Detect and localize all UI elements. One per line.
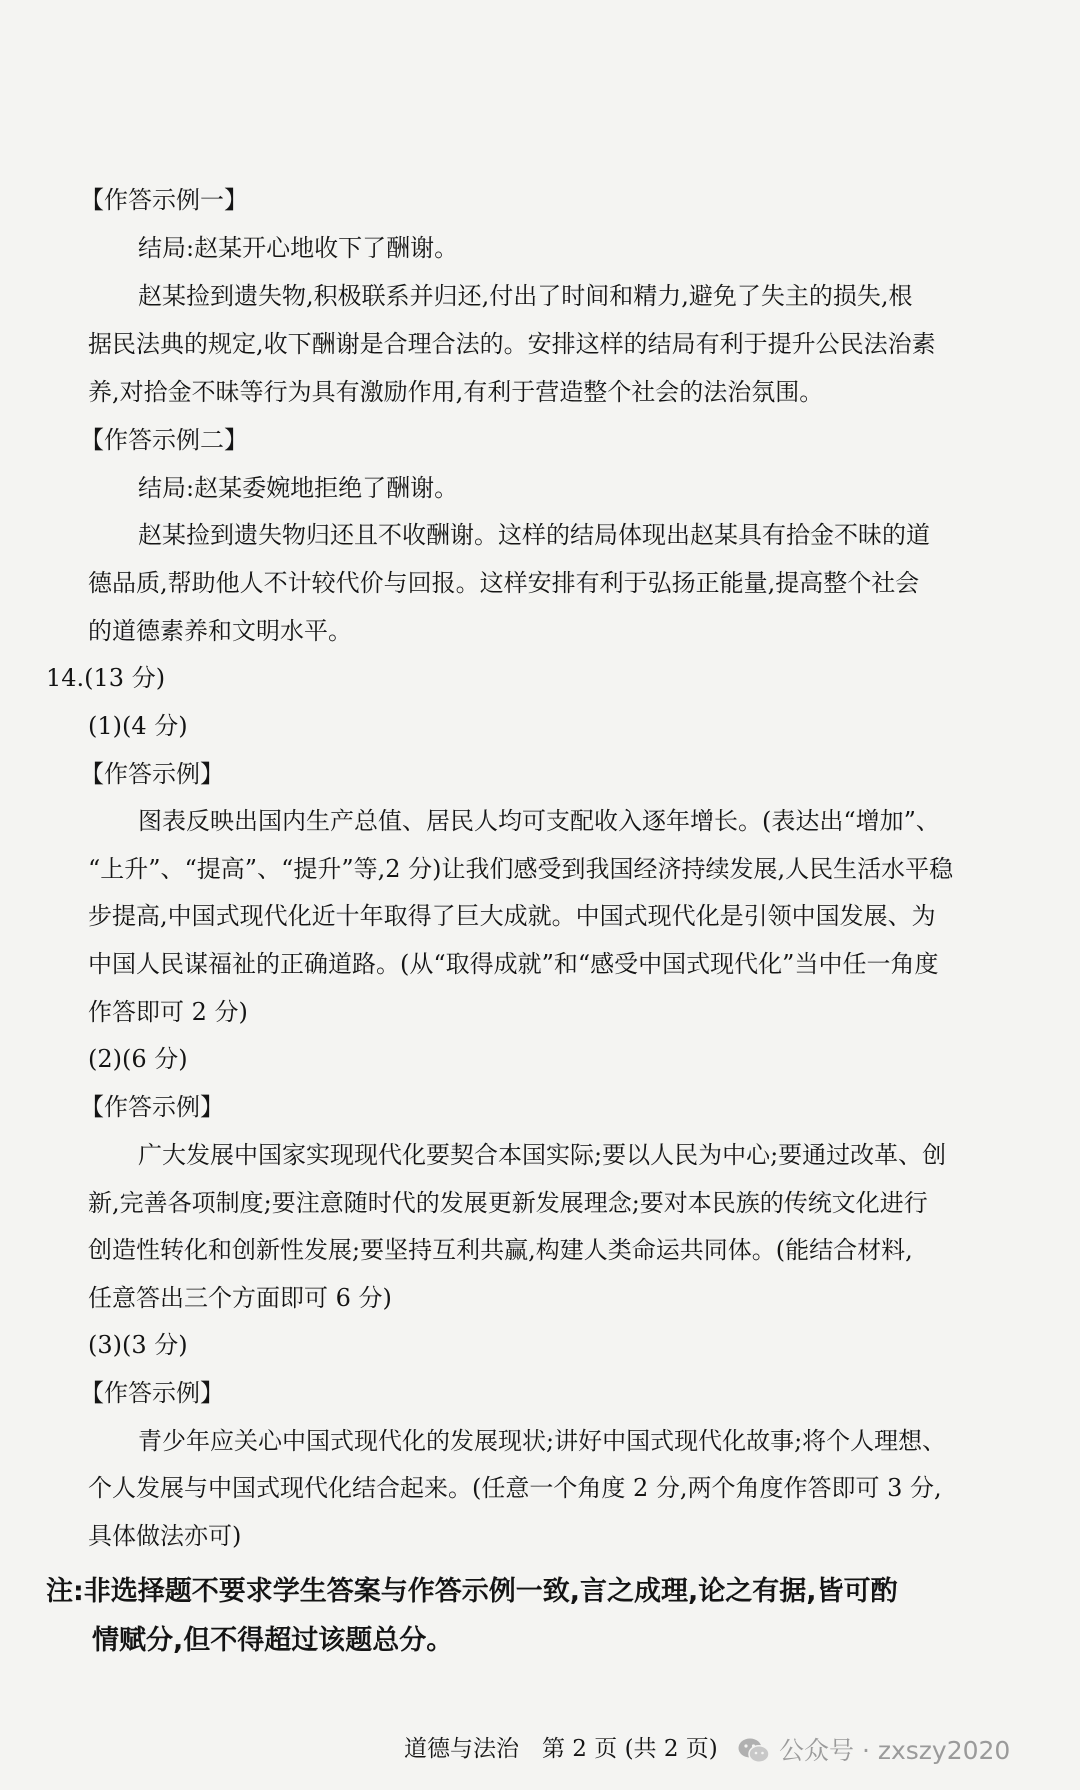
q14-part1-line: 作答即可 2 分) — [88, 998, 248, 1026]
sample-two-line: 德品质,帮助他人不计较代价与回报。这样安排有利于弘扬正能量,提高整个社会 — [88, 569, 920, 597]
q14-part1-line: 图表反映出国内生产总值、居民人均可支配收入逐年增长。(表达出“增加”、 — [138, 807, 940, 835]
sample-one-line: 据民法典的规定,收下酬谢是合理合法的。安排这样的结局有利于提升公民法治素 — [88, 330, 936, 358]
q14-part3-line: 具体做法亦可) — [88, 1522, 242, 1550]
q14-part1-header: 【作答示例】 — [80, 760, 224, 788]
q14-part3-line: 个人发展与中国式现代化结合起来。(任意一个角度 2 分,两个角度作答即可 3 分, — [88, 1474, 942, 1502]
sample-two-header: 【作答示例二】 — [80, 426, 248, 454]
sample-two-line: 的道德素养和文明水平。 — [88, 617, 352, 645]
q14-part1-line: “上升”、“提高”、“提升”等,2 分)让我们感受到我国经济持续发展,人民生活水平稳 — [88, 855, 954, 883]
grading-note-line: 情赋分,但不得超过该题总分。 — [92, 1625, 454, 1656]
sample-one-header: 【作答示例一】 — [80, 186, 248, 214]
watermark-text: 公众号 · zxszy2020 — [779, 1736, 1011, 1765]
sample-two-ending: 结局:赵某委婉地拒绝了酬谢。 — [138, 474, 459, 502]
q14-part3-label: (3)(3 分) — [88, 1331, 188, 1359]
q14-part1-line: 中国人民谋福祉的正确道路。(从“取得成就”和“感受中国式现代化”当中任一角度 — [88, 950, 939, 978]
q14-part3-line: 青少年应关心中国式现代化的发展现状;讲好中国式现代化故事;将个人理想、 — [138, 1427, 947, 1455]
q14-part2-line: 创造性转化和创新性发展;要坚持互利共赢,构建人类命运共同体。(能结合材料, — [88, 1236, 913, 1264]
question-14-title: 14.(13 分) — [46, 664, 166, 692]
q14-part1-line: 步提高,中国式现代化近十年取得了巨大成就。中国式现代化是引领中国发展、为 — [88, 902, 936, 930]
q14-part2-label: (2)(6 分) — [88, 1045, 188, 1073]
sample-one-line: 养,对拾金不昧等行为具有激励作用,有利于营造整个社会的法治氛围。 — [88, 378, 824, 406]
watermark — [737, 1736, 1010, 1766]
q14-part2-header: 【作答示例】 — [80, 1093, 224, 1121]
page-footer: 道德与法治 第 2 页 (共 2 页) — [404, 1736, 718, 1762]
q14-part2-line: 广大发展中国家实现现代化要契合本国实际;要以人民为中心;要通过改革、创 — [138, 1141, 947, 1169]
wechat-icon — [737, 1736, 771, 1766]
q14-part3-header: 【作答示例】 — [80, 1379, 224, 1407]
sample-one-line: 赵某捡到遗失物,积极联系并归还,付出了时间和精力,避免了失主的损失,根 — [138, 282, 913, 310]
q14-part2-line: 新,完善各项制度;要注意随时代的发展更新发展理念;要对本民族的传统文化进行 — [88, 1189, 928, 1217]
grading-note-line: 注:非选择题不要求学生答案与作答示例一致,言之成理,论之有据,皆可酌 — [46, 1576, 898, 1607]
sample-two-line: 赵某捡到遗失物归还且不收酬谢。这样的结局体现出赵某具有拾金不昧的道 — [138, 521, 930, 549]
q14-part2-line: 任意答出三个方面即可 6 分) — [88, 1284, 392, 1312]
sample-one-ending: 结局:赵某开心地收下了酬谢。 — [138, 234, 459, 262]
q14-part1-label: (1)(4 分) — [88, 712, 188, 740]
